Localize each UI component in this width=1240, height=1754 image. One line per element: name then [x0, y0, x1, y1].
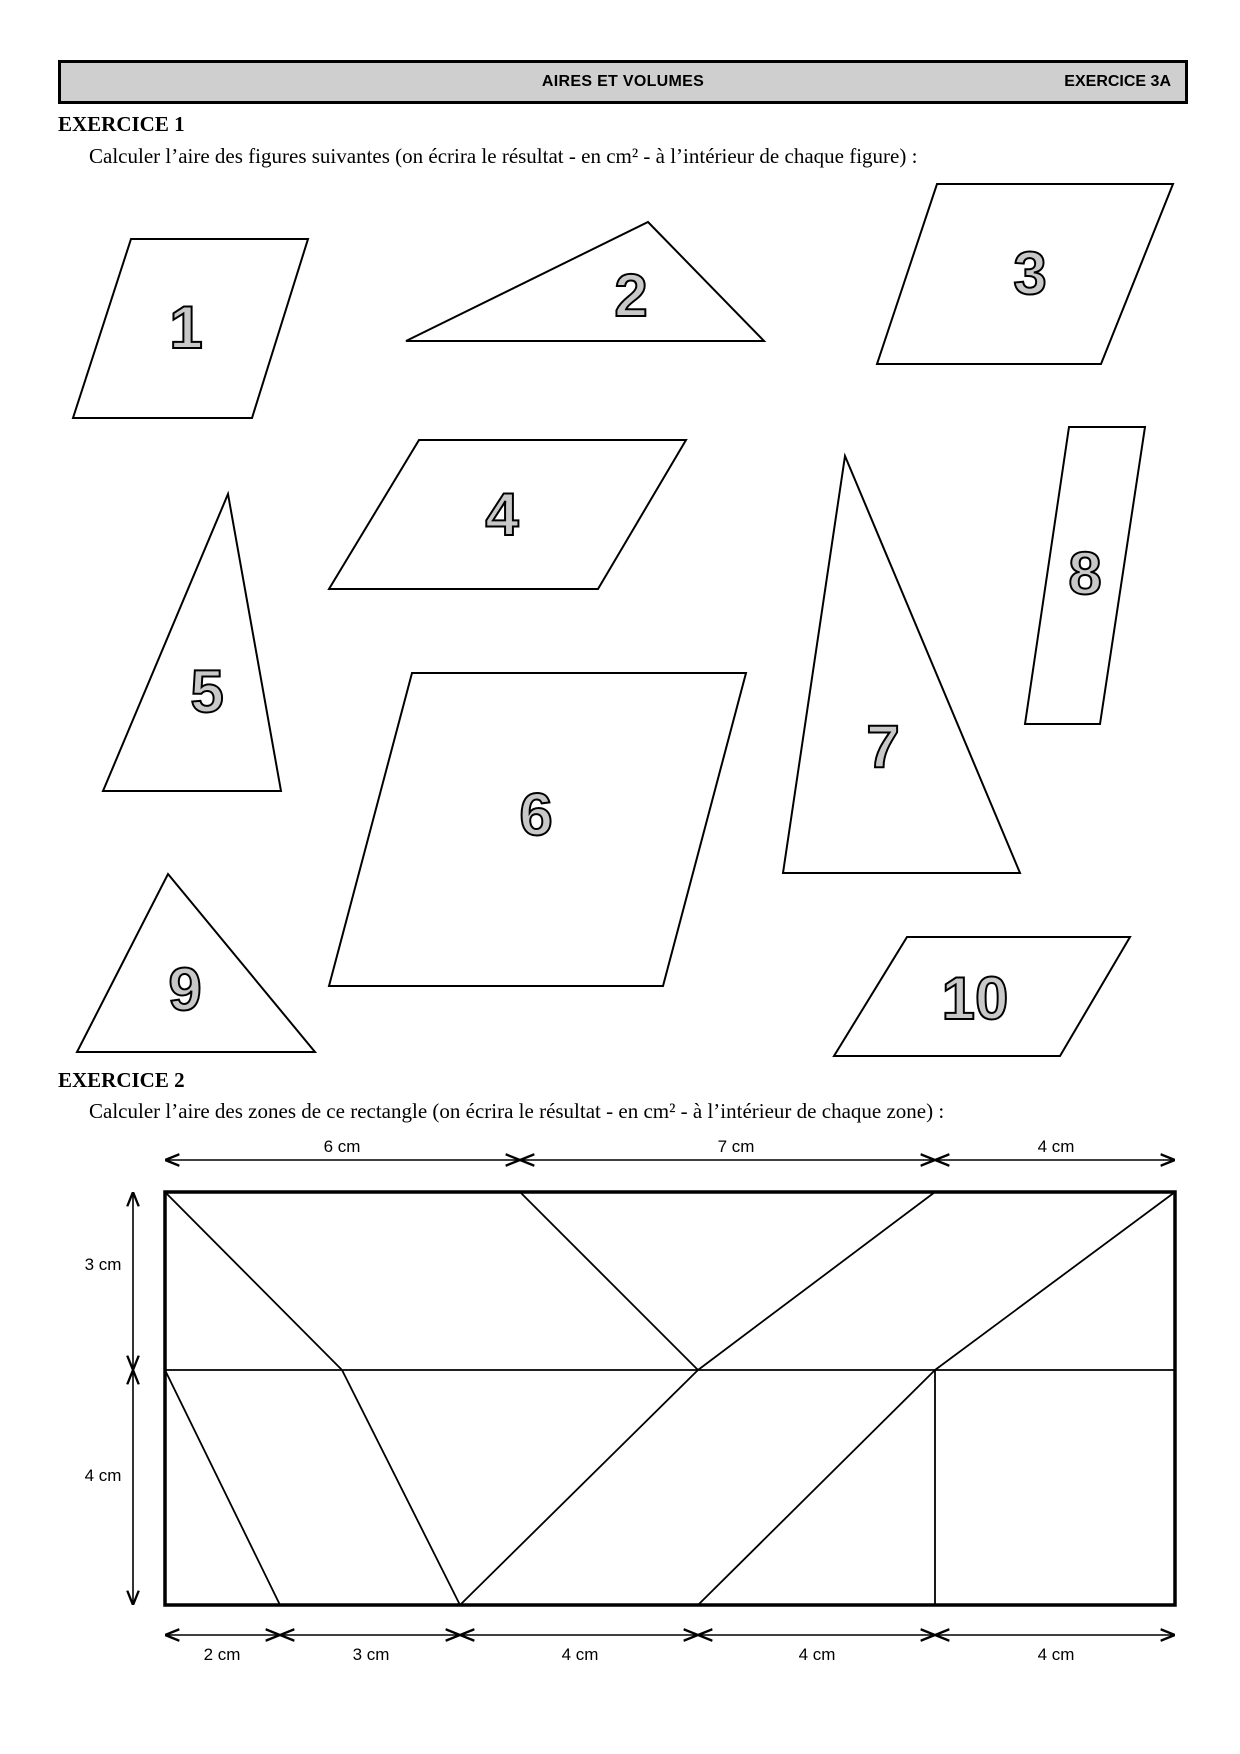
bottom-dimension-label-3: 4 cm — [561, 1645, 599, 1664]
figure-4-number: 4 — [485, 481, 519, 548]
zone-line-h — [698, 1370, 935, 1605]
zone-line-f — [342, 1370, 460, 1605]
zone-line-g — [460, 1370, 698, 1605]
figure-8-number: 8 — [1068, 540, 1102, 607]
exercise1-instruction: Calculer l’aire des figures suivantes (on écrira le résultat - en cm² - à l’intérieur de chaque figure) : — [89, 144, 918, 168]
left-dimension-label-1: 3 cm — [84, 1255, 122, 1274]
zone-line-b — [520, 1192, 698, 1370]
header-exercise-code: EXERCICE 3A — [1064, 73, 1171, 90]
bottom-dimension-label-1: 2 cm — [203, 1645, 241, 1664]
figure-2-shape — [406, 222, 764, 341]
zone-line-d — [935, 1192, 1175, 1370]
top-dimension-label-1: 6 cm — [323, 1137, 361, 1156]
figure-1-number: 1 — [169, 294, 203, 361]
header-title: AIRES ET VOLUMES — [541, 73, 705, 90]
figure-9-number: 9 — [168, 956, 202, 1023]
left-dimension-label-2: 4 cm — [84, 1466, 122, 1485]
figure-5-shape — [103, 494, 281, 791]
zone-line-c — [698, 1192, 935, 1370]
figure-7-shape — [783, 456, 1020, 873]
exercise1-title: EXERCICE 1 — [58, 112, 185, 136]
figure-5-number: 5 — [190, 658, 224, 725]
figure-6-number: 6 — [519, 781, 553, 848]
bottom-dimension-label-5: 4 cm — [1037, 1645, 1075, 1664]
top-dimension-label-3: 4 cm — [1037, 1137, 1075, 1156]
bottom-dimension-label-4: 4 cm — [798, 1645, 836, 1664]
figure-7-number: 7 — [866, 713, 900, 780]
top-dimension-label-2: 7 cm — [717, 1137, 755, 1156]
figure-2-number: 2 — [614, 262, 648, 329]
zone-line-a — [165, 1192, 342, 1370]
exercise2-title: EXERCICE 2 — [58, 1068, 185, 1092]
zone-line-e — [165, 1370, 280, 1605]
bottom-dimension-label-2: 3 cm — [352, 1645, 390, 1664]
exercise2-instruction: Calculer l’aire des zones de ce rectangle (on écrira le résultat - en cm² - à l’intérieur de chaque zone) : — [89, 1099, 945, 1123]
figure-10-number: 10 — [941, 965, 1009, 1032]
figure-3-number: 3 — [1013, 240, 1047, 307]
